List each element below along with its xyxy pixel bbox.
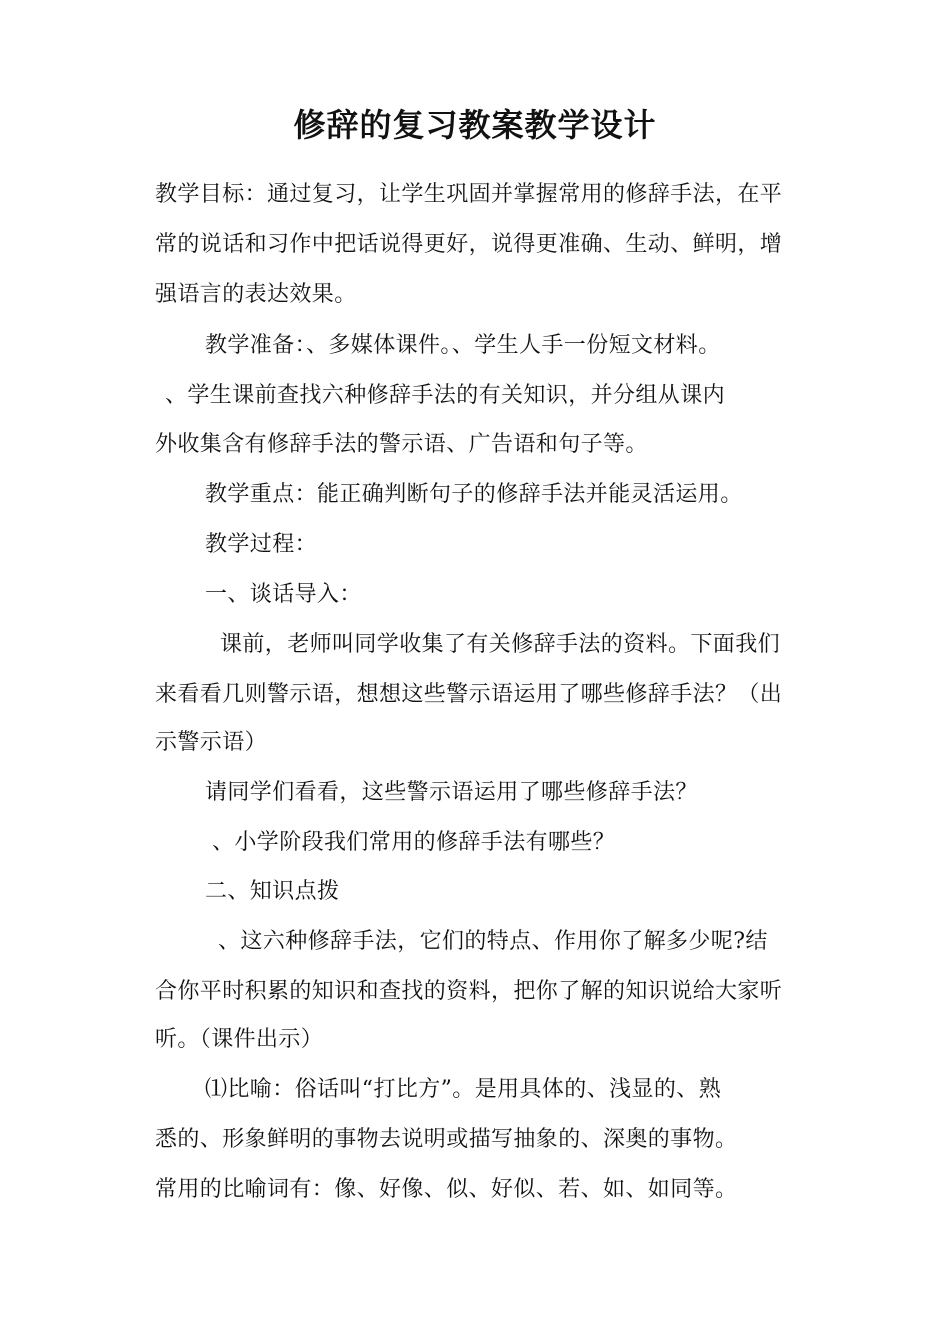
text-line: 听。（课件出示）: [155, 1027, 324, 1052]
text-line: 外收集含有修辞手法的警示语、广告语和句子等。: [155, 432, 648, 457]
text-line: 教学重点：能正确判断句子的修辞手法并能灵活运用。: [205, 482, 743, 507]
document-title: 修辞的复习教案教学设计: [293, 106, 657, 144]
text-line: 课前，老师叫同学收集了有关修辞手法的资料。下面我们: [220, 632, 781, 657]
text-line: 二、知识点拨: [205, 879, 340, 904]
text-line: 请同学们看看，这些警示语运用了哪些修辞手法？: [205, 780, 698, 805]
text-line: 教学准备：、多媒体课件。、学生人手一份短文材料。: [205, 333, 721, 358]
text-line: ⑴比喻：俗话叫“打比方”。是用具体的、浅显的、熟: [205, 1077, 722, 1102]
text-line: 示警示语）: [155, 730, 268, 755]
text-line: 教学过程：: [205, 532, 318, 557]
text-line: 教学目标：通过复习，让学生巩固并掌握常用的修辞手法，在平: [155, 182, 783, 207]
text-line: 、学生课前查找六种修辞手法的有关知识，并分组从课内: [165, 383, 726, 408]
text-line: 来看看几则警示语，想想这些警示语运用了哪些修辞手法？（出: [155, 682, 783, 707]
text-line: 常的说话和习作中把话说得更好，说得更准确、生动、鲜明，增: [155, 232, 783, 257]
text-line: 、这六种修辞手法，它们的特点、作用你了解多少呢?结: [218, 929, 768, 954]
text-line: 常用的比喻词有：像、好像、似、好似、若、如、如同等。: [155, 1177, 738, 1202]
text-line: 悉的、形象鲜明的事物去说明或描写抽象的、深奥的事物。: [155, 1127, 738, 1152]
text-line: 一、谈话导入：: [205, 582, 362, 607]
text-line: 强语言的表达效果。: [155, 282, 357, 307]
text-line: 、小学阶段我们常用的修辞手法有哪些？: [212, 830, 616, 855]
text-line: 合你平时积累的知识和查找的资料，把你了解的知识说给大家听: [155, 979, 783, 1004]
